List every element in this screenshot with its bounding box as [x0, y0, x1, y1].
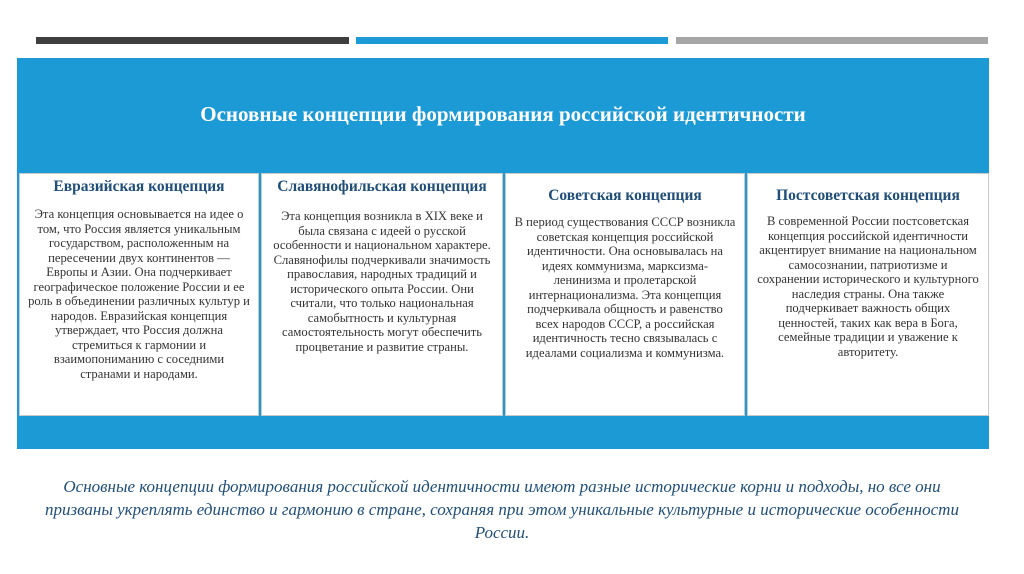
card-text: В современной России постсоветская концепция российской идентичности акцентирует внимание на национальном самосознании, патриотизме и сохранении исторического и культурного наследия страны. Она также подчеркивает важность общих ценностей, таких как вера в Бога, семейные традиции и уважение к авторитету. [757, 214, 979, 359]
card-title: Евразийская концепция [53, 178, 225, 195]
concept-card-eurasian [19, 173, 259, 416]
card-text: Эта концепция основывается на идее о том, что Россия является уникальным государством, расположенным на пересечении двух континентов — Европы и Азии. Она подчеркивает географическое положение России и ее роль в объединении различных культур и народов. Евразийская концепция утверждает, что Россия должна стремиться к гармонии и взаимопониманию с соседними странами и народами. [28, 207, 250, 381]
card-title: Постсоветская концепция [776, 187, 960, 204]
slide-title: Основные концепции формирования российской идентичности [200, 102, 806, 126]
concept-card-slavophile [261, 173, 503, 416]
concepts-panel [17, 58, 989, 449]
card-title: Советская концепция [548, 187, 702, 204]
conclusion-text: Основные концепции формирования российской идентичности имеют разные исторические корни и подходы, но все они призваны укреплять единство и гармонию в стране, сохраняя при этом уникальные культурные и исторические особенности России. [45, 477, 959, 542]
concept-card-soviet [505, 173, 745, 416]
card-title: Славянофильская концепция [277, 178, 487, 195]
card-text: В период существования СССР возникла советская концепция российской идентичности. Она основывалась на идеях коммунизма, марксизма-ленинизма и пролетарской интернационализма. Эта концепция подчеркивала общность и равенство всех народов СССР, а российская идентичность тесно связывалась с идеалами социализма и коммунизма. [514, 215, 736, 360]
top-accent-bar-gray [676, 37, 988, 44]
top-accent-bar-blue [356, 37, 668, 44]
concept-card-post-soviet [747, 173, 989, 416]
top-accent-bar-dark [36, 37, 349, 44]
card-text: Эта концепция возникла в XIX веке и была связана с идеей о русской особенности и национальном характере. Славянофилы подчеркивали значимость православия, народных традиций и исторического опыта России. Они считали, что только национальная самобытность и культурная самостоятельность могут обеспечить процветание и развитие страны. [273, 209, 491, 354]
